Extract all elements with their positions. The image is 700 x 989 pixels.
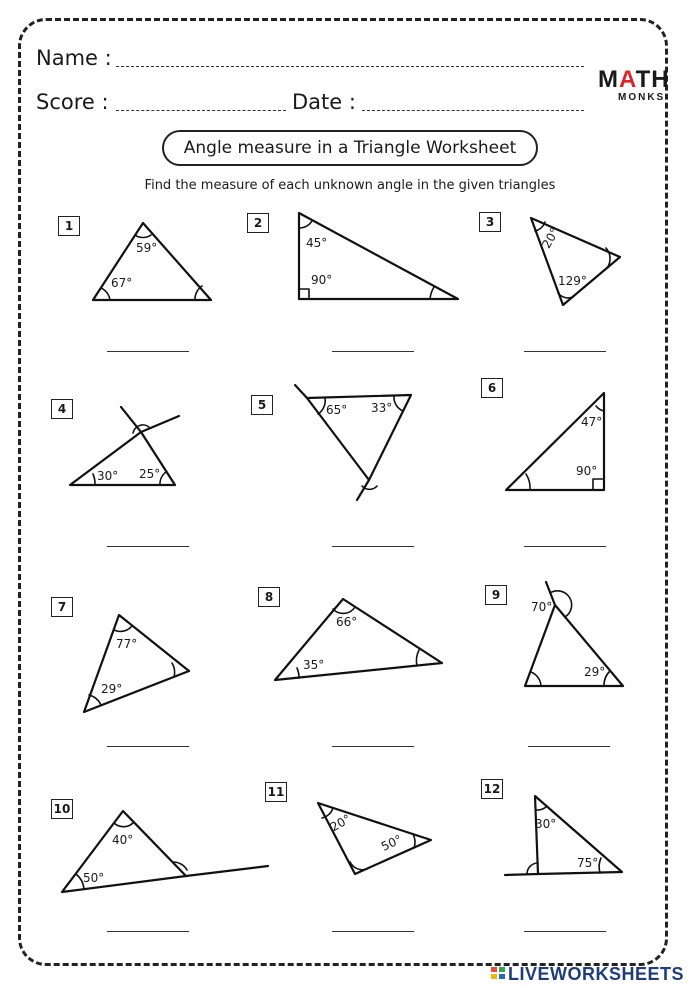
date-label: Date : bbox=[292, 90, 356, 114]
triangle-12 bbox=[505, 796, 622, 875]
angle-label: 129° bbox=[558, 274, 587, 288]
problem-number-9: 9 bbox=[485, 585, 507, 605]
answer-line-1[interactable] bbox=[107, 351, 189, 352]
problem-number-3: 3 bbox=[479, 212, 501, 232]
problem-number-8: 8 bbox=[258, 587, 280, 607]
angle-label: 90° bbox=[311, 273, 333, 287]
problem-number-10: 10 bbox=[51, 799, 73, 819]
angle-label: 45° bbox=[306, 236, 328, 250]
problem-number-5: 5 bbox=[251, 395, 273, 415]
math-monks-logo: MATH bbox=[598, 66, 670, 93]
angle-label: 50° bbox=[379, 832, 405, 854]
angle-label: 35° bbox=[303, 658, 325, 672]
answer-line-3[interactable] bbox=[524, 351, 606, 352]
angle-label: 20° bbox=[539, 225, 563, 251]
answer-line-9[interactable] bbox=[528, 746, 610, 747]
answer-line-2[interactable] bbox=[332, 351, 414, 352]
angle-label: 59° bbox=[136, 241, 158, 255]
problem-number-11: 11 bbox=[265, 782, 287, 802]
name-label: Name : bbox=[36, 46, 112, 70]
answer-line-4[interactable] bbox=[107, 546, 189, 547]
answer-line-7[interactable] bbox=[107, 746, 189, 747]
problem-number-1: 1 bbox=[58, 216, 80, 236]
angle-label: 65° bbox=[326, 403, 348, 417]
instructions: Find the measure of each unknown angle in the given triangles bbox=[144, 178, 556, 193]
liveworksheets-icon bbox=[490, 966, 506, 984]
angle-label: 90° bbox=[576, 464, 598, 478]
angle-label: 25° bbox=[139, 467, 161, 481]
angle-label: 75° bbox=[577, 856, 599, 870]
score-label: Score : bbox=[36, 90, 109, 114]
angle-label: 30° bbox=[97, 469, 119, 483]
problem-number-7: 7 bbox=[51, 597, 73, 617]
answer-line-11[interactable] bbox=[332, 931, 414, 932]
worksheet-title: Angle measure in a Triangle Worksheet bbox=[162, 130, 538, 166]
angle-label: 33° bbox=[371, 401, 393, 415]
triangle-5 bbox=[295, 385, 411, 500]
answer-line-10[interactable] bbox=[107, 931, 189, 932]
triangle-4 bbox=[70, 407, 179, 485]
problem-number-6: 6 bbox=[481, 378, 503, 398]
angle-label: 77° bbox=[116, 637, 138, 651]
answer-line-6[interactable] bbox=[524, 546, 606, 547]
angle-label: 29° bbox=[584, 665, 606, 679]
problem-number-2: 2 bbox=[247, 213, 269, 233]
angle-label: 40° bbox=[112, 833, 134, 847]
angle-label: 29° bbox=[101, 682, 123, 696]
angle-label: 70° bbox=[531, 600, 553, 614]
angle-label: 30° bbox=[535, 817, 557, 831]
triangle-3 bbox=[531, 218, 620, 305]
problem-number-4: 4 bbox=[51, 399, 73, 419]
answer-line-8[interactable] bbox=[332, 746, 414, 747]
angle-label: 66° bbox=[336, 615, 358, 629]
angle-label: 20° bbox=[327, 811, 354, 835]
triangle-9 bbox=[525, 582, 623, 686]
triangle-11 bbox=[318, 803, 431, 874]
triangle-7 bbox=[84, 615, 189, 712]
answer-line-12[interactable] bbox=[524, 931, 606, 932]
logo-subtitle: MONKS bbox=[618, 92, 666, 103]
angle-label: 50° bbox=[83, 871, 105, 885]
angle-label: 47° bbox=[581, 415, 603, 429]
liveworksheets-logo: LIVEWORKSHEETS bbox=[508, 964, 685, 984]
problem-number-12: 12 bbox=[481, 779, 503, 799]
angle-label: 67° bbox=[111, 276, 133, 290]
answer-line-5[interactable] bbox=[332, 546, 414, 547]
triangle-8 bbox=[275, 599, 442, 680]
